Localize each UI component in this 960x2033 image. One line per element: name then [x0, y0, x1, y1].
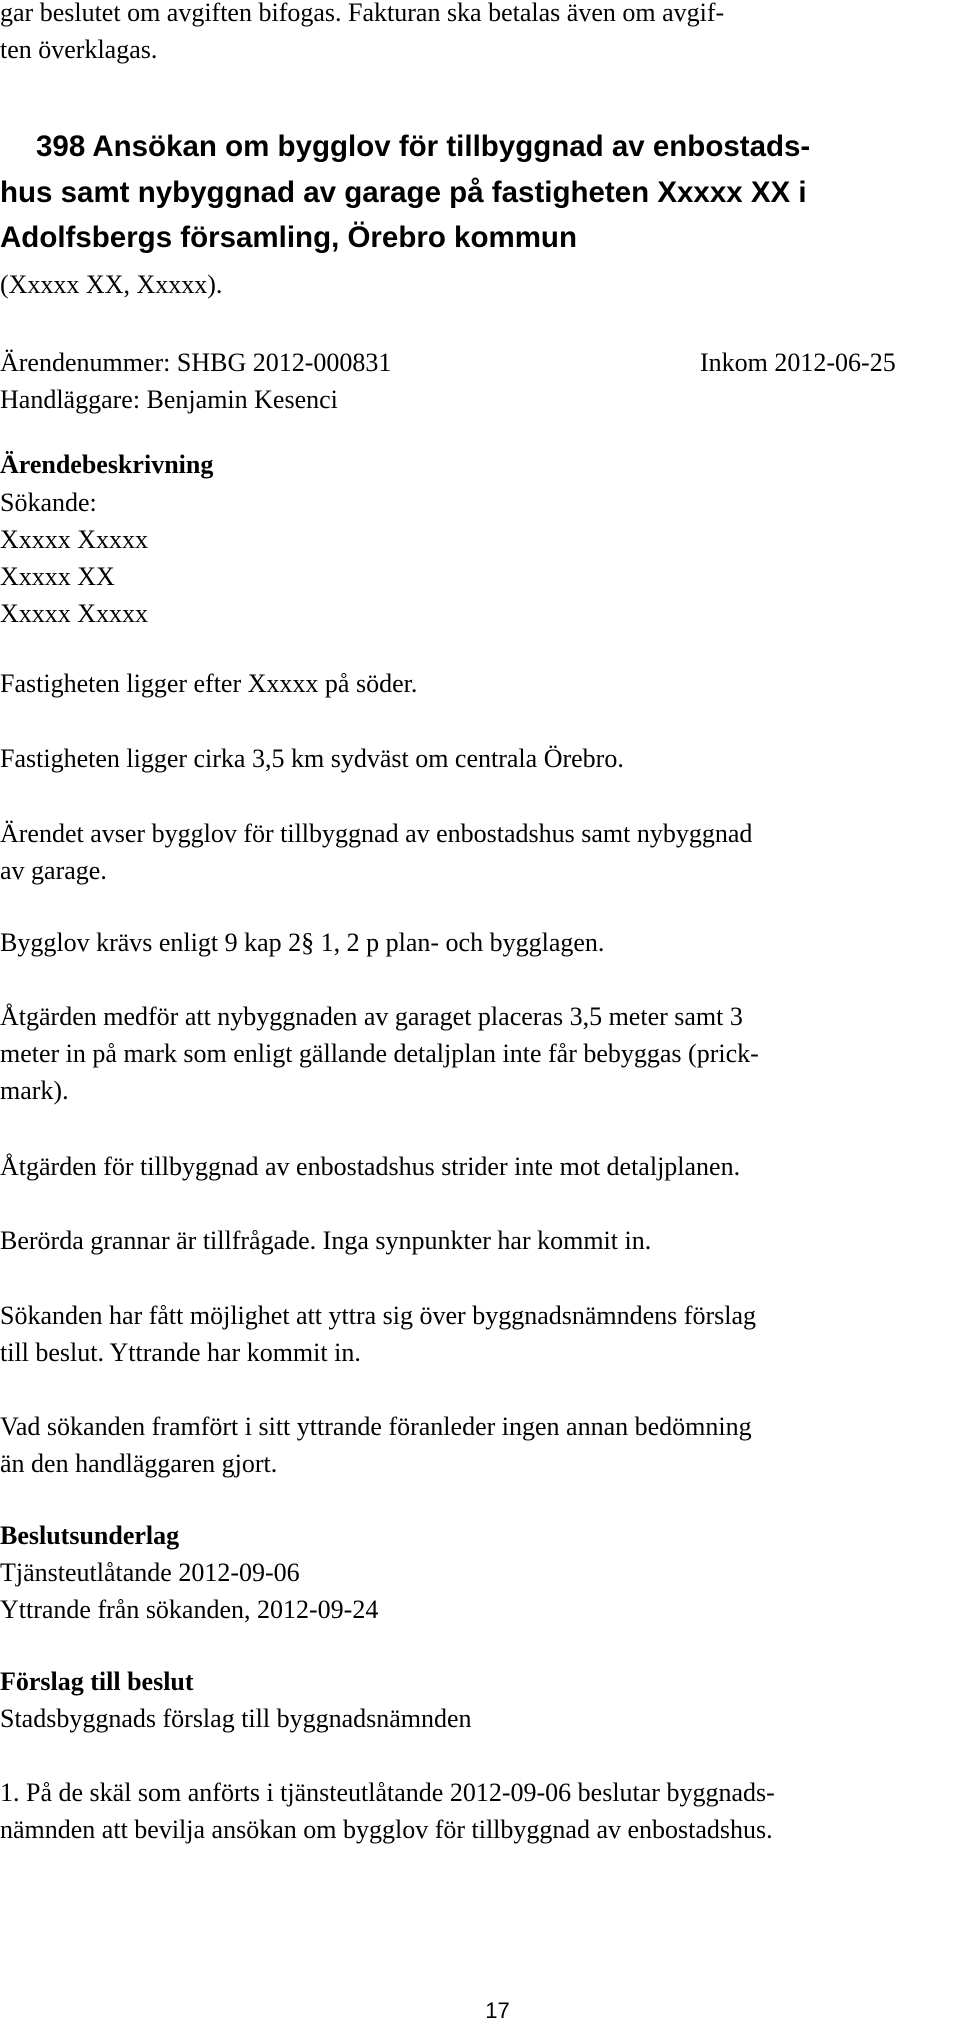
case-inkom-date: Inkom 2012-06-25 [700, 348, 896, 377]
paragraph-measure-line-1: Åtgärden medför att nybyggnaden av garaget placeras 3,5 meter samt 3 [0, 1002, 743, 1031]
paragraph-measure-line-3: mark). [0, 1076, 69, 1105]
paragraph-location-distance: Fastigheten ligger cirka 3,5 km sydväst om centrala Örebro. [0, 744, 624, 773]
applicant-line-2: Xxxxx XX [0, 562, 115, 591]
paragraph-subject-line-2: av garage. [0, 856, 107, 885]
section-title-beslutsunderlag: Beslutsunderlag [0, 1521, 180, 1550]
section-title-forslag: Förslag till beslut [0, 1667, 194, 1696]
agenda-heading-line-1: 398 Ansökan om bygglov för tillbyggnad av enbostads- [36, 130, 811, 163]
applicant-line-1: Xxxxx Xxxxx [0, 525, 149, 554]
section-title-arendebeskrivning: Ärendebeskrivning [0, 450, 214, 479]
paragraph-statement-line-2: till beslut. Yttrande har kommit in. [0, 1338, 361, 1367]
page-number: 17 [485, 1998, 510, 2023]
paragraph-assessment-line-2: än den handläggaren gjort. [0, 1449, 278, 1478]
agenda-heading-line-2: hus samt nybyggnad av garage på fastigheten Xxxxx XX i [0, 176, 807, 209]
case-number: Ärendenummer: SHBG 2012-000831 [0, 348, 392, 377]
case-handler: Handläggare: Benjamin Kesenci [0, 385, 338, 414]
proposal-item-1-line-1: 1. På de skäl som anförts i tjänsteutlåtande 2012-09-06 beslutar byggnads- [0, 1778, 775, 1807]
applicant-label: Sökande: [0, 488, 97, 517]
intro-line-1: gar beslutet om avgiften bifogas. Fakturan ska betalas även om avgif- [0, 0, 725, 27]
paragraph-location-street: Fastigheten ligger efter Xxxxx på söder. [0, 669, 418, 698]
paragraph-subject-line-1: Ärendet avser bygglov för tillbyggnad av enbostadshus samt nybyggnad [0, 819, 753, 848]
paragraph-permit-requirement: Bygglov krävs enligt 9 kap 2§ 1, 2 p plan- och bygglagen. [0, 928, 605, 957]
agenda-heading-line-3: Adolfsbergs församling, Örebro kommun [0, 221, 577, 254]
paragraph-extension-compliance: Åtgärden för tillbyggnad av enbostadshus strider inte mot detaljplanen. [0, 1152, 741, 1181]
applicant-line-3: Xxxxx Xxxxx [0, 599, 149, 628]
basis-item-1: Tjänsteutlåtande 2012-09-06 [0, 1558, 300, 1587]
paragraph-statement-line-1: Sökanden har fått möjlighet att yttra sig över byggnadsnämndens förslag [0, 1301, 756, 1330]
paragraph-assessment-line-1: Vad sökanden framfört i sitt yttrande föranleder ingen annan bedömning [0, 1412, 752, 1441]
proposal-subtitle: Stadsbyggnads förslag till byggnadsnämnden [0, 1704, 472, 1733]
paragraph-measure-line-2: meter in på mark som enligt gällande detaljplan inte får bebyggas (prick- [0, 1039, 759, 1068]
paragraph-neighbours: Berörda grannar är tillfrågade. Inga synpunkter har kommit in. [0, 1226, 652, 1255]
proposal-item-1-line-2: nämnden att bevilja ansökan om bygglov för tillbyggnad av enbostadshus. [0, 1815, 773, 1844]
basis-item-2: Yttrande från sökanden, 2012-09-24 [0, 1595, 379, 1624]
intro-line-2: ten överklagas. [0, 35, 158, 64]
agenda-heading-line-4: (Xxxxx XX, Xxxxx). [0, 270, 223, 299]
